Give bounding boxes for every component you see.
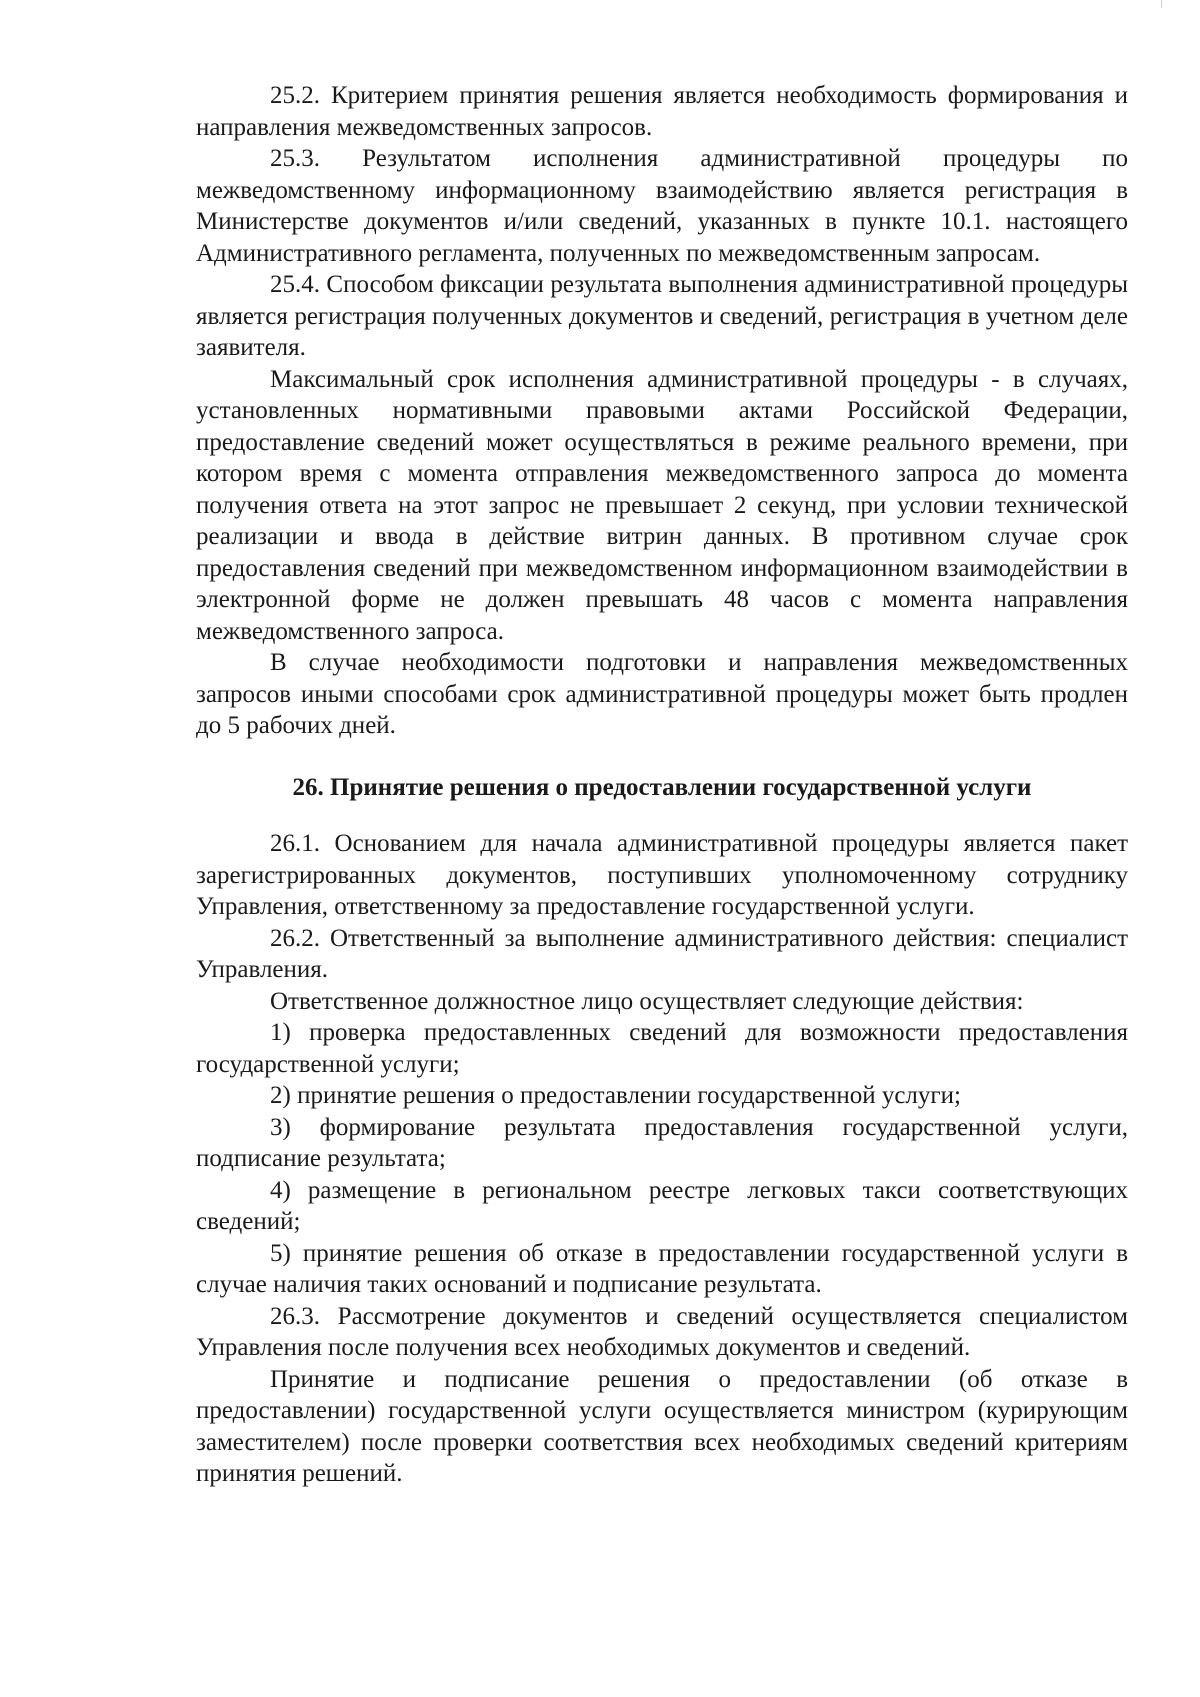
list-item-2: 2) принятие решения о предоставлении государственной услуги; xyxy=(270,1082,961,1109)
list-item-1: 1) проверка предоставленных сведений для возможности предоставления государственной услуги; xyxy=(196,1019,1128,1078)
section-26 xyxy=(196,828,1128,1490)
scan-mark xyxy=(1161,0,1162,8)
paragraph-26-1: 26.1. Основанием для начала административной процедуры является пакет зарегистрированных документов, поступивших уполномоченному сотруднику Управления, ответственному за предоставление государственной услуги. xyxy=(196,830,1128,920)
paragraph-25-2: 25.2. Критерием принятия решения является необходимость формирования и направления межведомственных запросов. xyxy=(196,82,1128,141)
list-item-5: 5) принятие решения об отказе в предоставлении государственной услуги в случае наличия таких оснований и подписание результата. xyxy=(196,1239,1128,1298)
paragraph-max-term: Максимальный срок исполнения административной процедуры - в случаях, установленных нормативными правовыми актами Российской Федерации, предоставление сведений может осуществляться в режиме реального времени, при котором время с момента отправления межведомственного запроса до момента получения ответа на этот запрос не превышает 2 секунд, при условии технической реализации и ввода в действие витрин данных. В противном случае срок предоставления сведений при межведомственном информационном взаимодействии в электронной форме не должен превышать 48 часов с момента направления межведомственного запроса. xyxy=(196,365,1128,645)
list-item-3: 3) формирование результата предоставления государственной услуги, подписание результата; xyxy=(196,1113,1128,1172)
list-item-4: 4) размещение в региональном реестре легковых такси соответствующих сведений; xyxy=(196,1176,1128,1235)
paragraph-decision-signing: Принятие и подписание решения о предоставлении (об отказе в предоставлении) государственной услуги осуществляется министром (курирующим заместителем) после проверки соответствия всех необходимых сведений критериям принятия решений. xyxy=(196,1365,1128,1487)
paragraph-actions-intro: Ответственное должностное лицо осуществляет следующие действия: xyxy=(270,987,1024,1015)
paragraph-25-3: 25.3. Результатом исполнения административной процедуры по межведомственному информационному взаимодействию является регистрация в Министерстве документов и/или сведений, указанных в пункте 10.1. настоящего Административного регламента, полученных по межведомственным запросам. xyxy=(196,145,1128,267)
paragraph-extension: В случае необходимости подготовки и направления межведомственных запросов иными способами срок административной процедуры может быть продлен до 5 рабочих дней. xyxy=(196,649,1128,739)
document-page xyxy=(196,80,1128,1490)
paragraph-26-3: 26.3. Рассмотрение документов и сведений осуществляется специалистом Управления после получения всех необходимых документов и сведений. xyxy=(196,1302,1128,1361)
section-25-continuation xyxy=(196,80,1128,742)
paragraph-25-4: 25.4. Способом фиксации результата выполнения административной процедуры является регистрация полученных документов и сведений, регистрация в учетном деле заявителя. xyxy=(196,271,1128,361)
section-heading-26: 26. Принятие решения о предоставлении государственной услуги xyxy=(292,773,1032,801)
paragraph-26-2: 26.2. Ответственный за выполнение административного действия: специалист Управления. xyxy=(196,924,1128,983)
